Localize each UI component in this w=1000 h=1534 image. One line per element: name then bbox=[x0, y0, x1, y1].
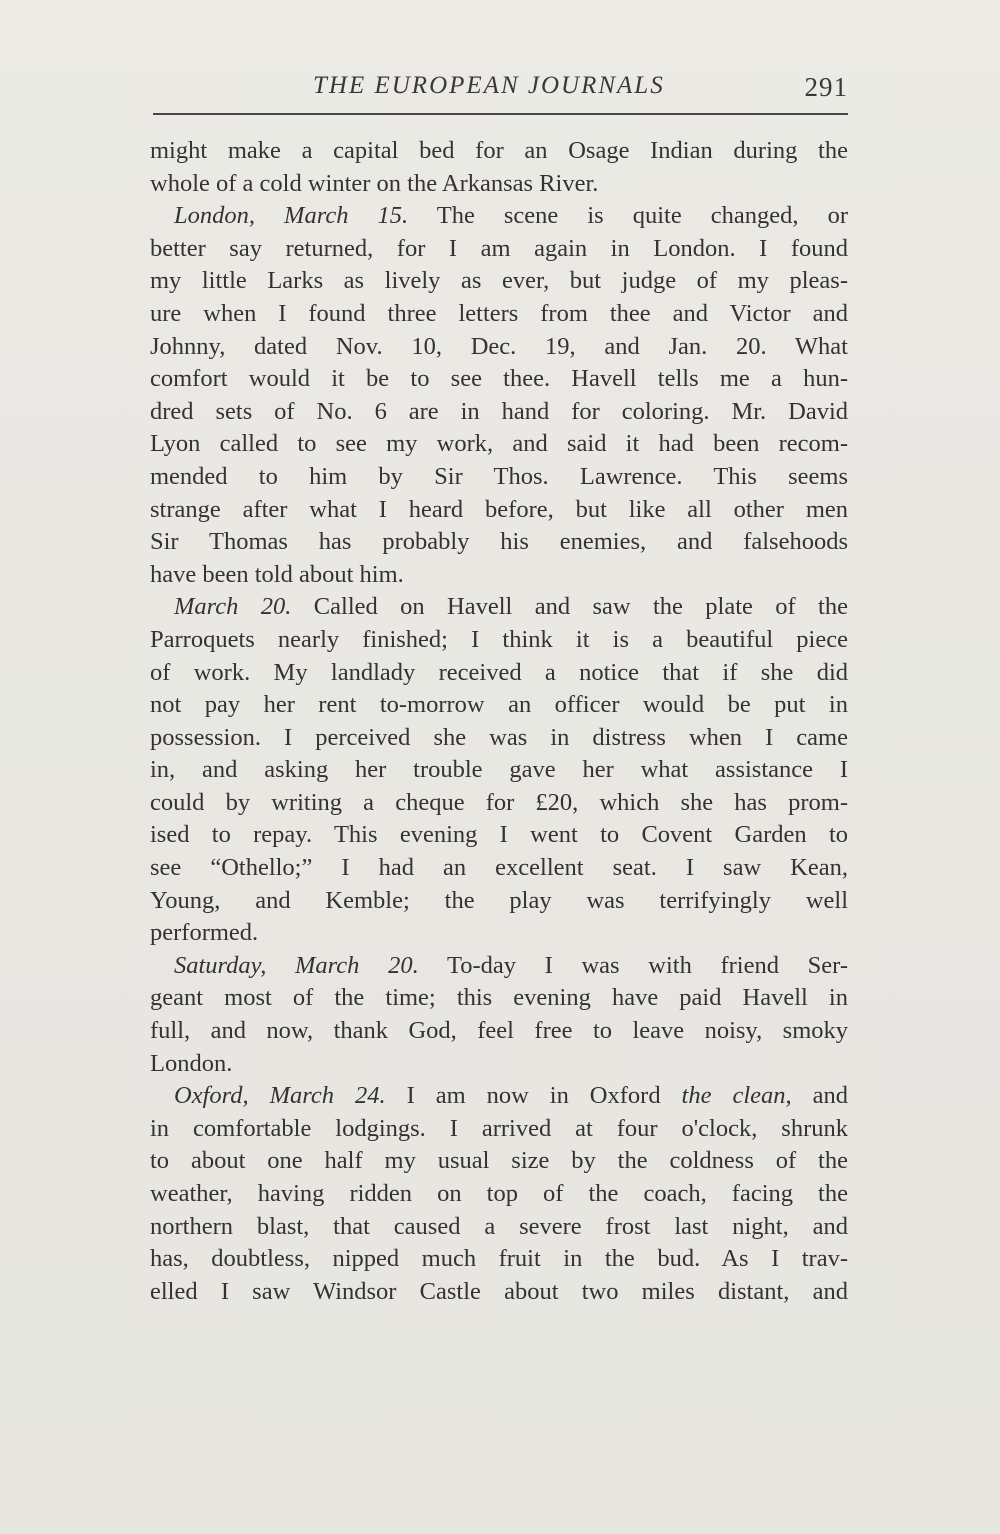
text-line: full, and now, thank God, feel free to leave noisy, smoky bbox=[150, 1017, 848, 1045]
running-head bbox=[153, 72, 848, 108]
text-line: mended to him by Sir Thos. Lawrence. This seems bbox=[150, 462, 848, 490]
text-line: ised to repay. This evening I went to Covent Garden to bbox=[150, 821, 848, 849]
text-line: Oxford, March 24. I am now in Oxford the clean, and bbox=[174, 1082, 848, 1110]
text-line: Young, and Kemble; the play was terrifyingly well bbox=[150, 886, 848, 914]
italic-phrase: the clean, bbox=[681, 1082, 792, 1110]
entry-dateline: Oxford, March 24. bbox=[174, 1082, 386, 1110]
text-line: dred sets of No. 6 are in hand for coloring. Mr. David bbox=[150, 397, 848, 425]
text-line: geant most of the time; this evening have paid Havell in bbox=[150, 984, 848, 1012]
text-line: not pay her rent to-morrow an officer would be put in bbox=[150, 691, 848, 719]
text-line: London, March 15. The scene is quite changed, or bbox=[174, 202, 848, 230]
text-line: Sir Thomas has probably his enemies, and falsehoods bbox=[150, 528, 848, 556]
text-line: better say returned, for I am again in London. I found bbox=[150, 234, 848, 262]
text-line: weather, having ridden on top of the coach, facing the bbox=[150, 1180, 848, 1207]
text-line: could by writing a cheque for £20, which she has prom- bbox=[150, 788, 848, 816]
text-line: Saturday, March 20. To-day I was with friend Ser- bbox=[174, 951, 848, 979]
text-line: have been told about him. bbox=[150, 560, 404, 588]
text-line: in comfortable lodgings. I arrived at four o'clock, shrunk bbox=[150, 1114, 848, 1142]
text-line: March 20. Called on Havell and saw the plate of the bbox=[174, 593, 848, 621]
entry-dateline: London, March 15. bbox=[174, 202, 409, 230]
text-line: elled I saw Windsor Castle about two miles distant, and bbox=[150, 1277, 848, 1305]
body-text bbox=[150, 135, 848, 1308]
text-line: strange after what I heard before, but like all other men bbox=[150, 495, 848, 523]
text-line: ure when I found three letters from thee and Victor and bbox=[150, 299, 848, 327]
page-number: 291 bbox=[804, 72, 848, 102]
text-line: whole of a cold winter on the Arkansas River. bbox=[150, 169, 599, 197]
text-line: comfort would it be to see thee. Havell tells me a hun- bbox=[150, 365, 848, 393]
text-line: London. bbox=[150, 1049, 233, 1077]
header-rule bbox=[153, 113, 848, 115]
text-line: Parroquets nearly finished; I think it is a beautiful piece bbox=[150, 625, 848, 653]
text-line: performed. bbox=[150, 919, 259, 947]
text-line: has, doubtless, nipped much fruit in the bud. As I trav- bbox=[150, 1245, 848, 1273]
entry-dateline: March 20. bbox=[174, 593, 292, 621]
text-line: see “Othello;” I had an excellent seat. I saw Kean, bbox=[150, 854, 848, 882]
text-line: Lyon called to see my work, and said it had been recom- bbox=[150, 430, 848, 458]
running-title: THE EUROPEAN JOURNALS bbox=[313, 72, 665, 99]
text-line: might make a capital bed for an Osage Indian during the bbox=[150, 137, 848, 164]
text-line: in, and asking her trouble gave her what assistance I bbox=[150, 756, 848, 784]
text-line: of work. My landlady received a notice that if she did bbox=[150, 658, 848, 686]
text-line: possession. I perceived she was in distress when I came bbox=[150, 723, 848, 751]
text-line: my little Larks as lively as ever, but judge of my pleas- bbox=[150, 267, 848, 295]
entry-dateline: Saturday, March 20. bbox=[174, 951, 419, 979]
text-line: Johnny, dated Nov. 10, Dec. 19, and Jan. 20. What bbox=[150, 332, 848, 360]
text-line: northern blast, that caused a severe frost last night, and bbox=[150, 1212, 848, 1240]
text-line: to about one half my usual size by the coldness of the bbox=[150, 1147, 848, 1175]
